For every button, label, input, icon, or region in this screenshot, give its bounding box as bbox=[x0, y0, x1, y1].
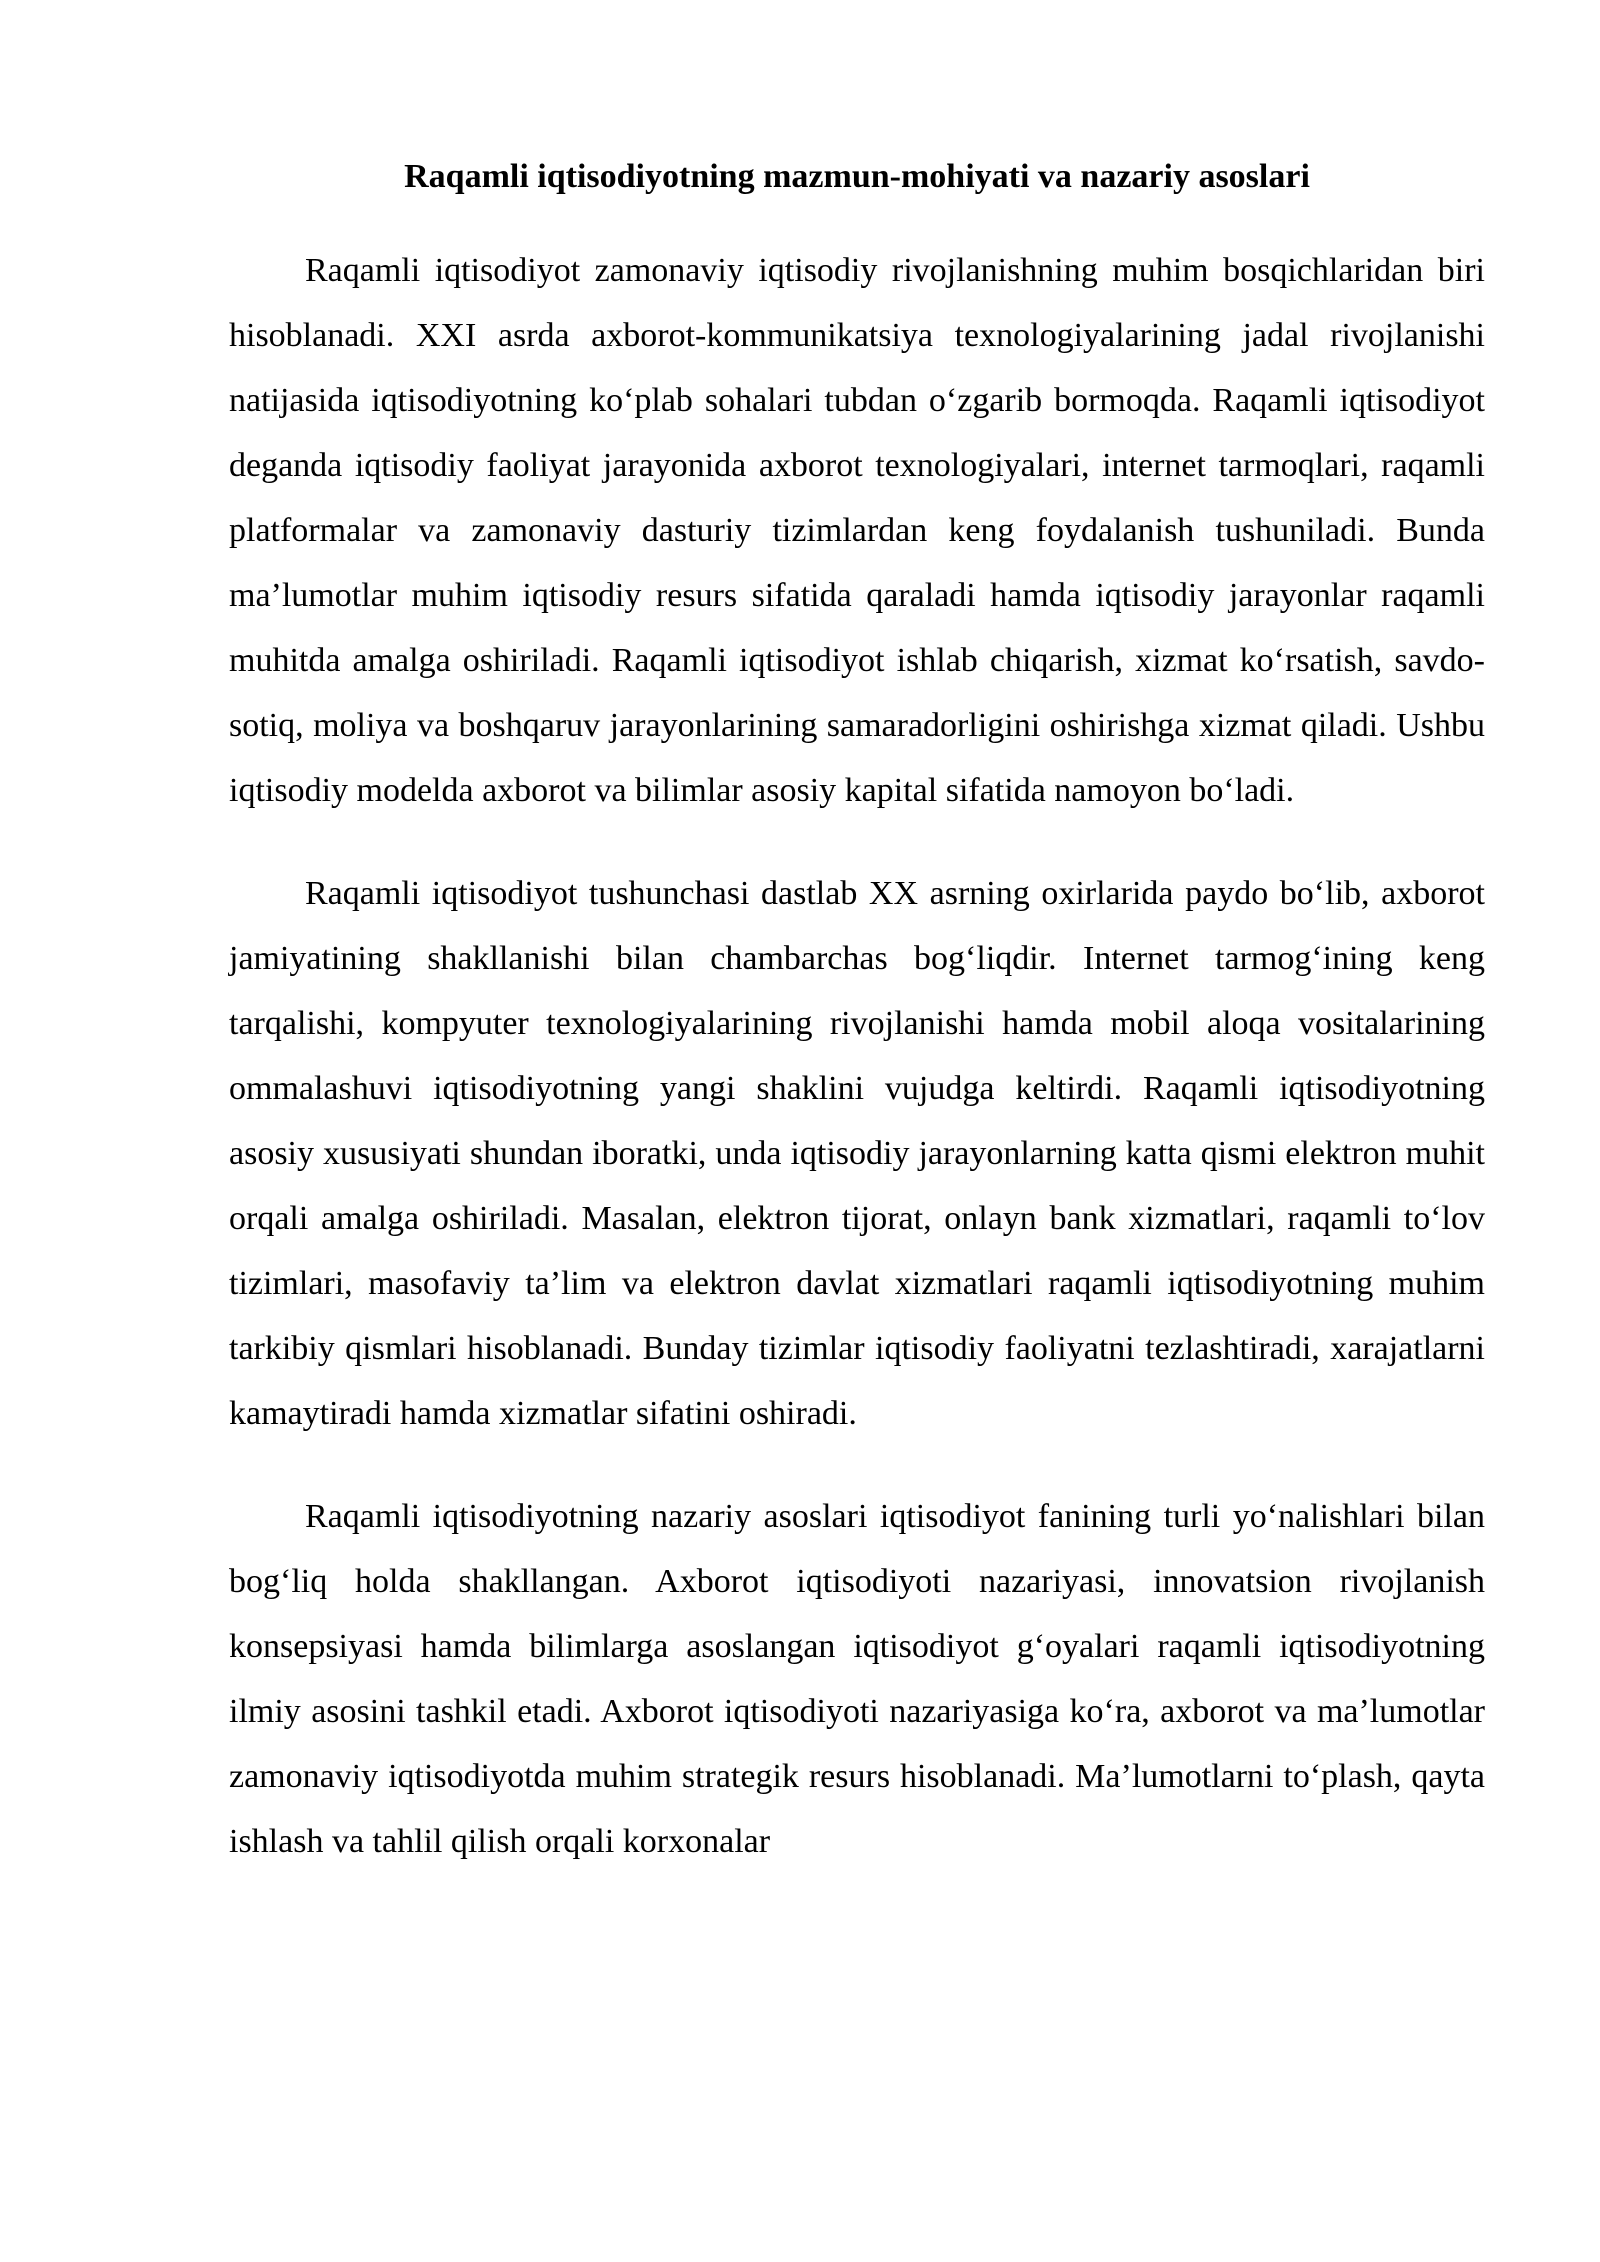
paragraph-2: Raqamli iqtisodiyot tushunchasi dastlab XX asrning oxirlarida paydo bo‘lib, axborot jamiyatining shakllanishi bilan chambarchas bog‘liqdir. Internet tarmog‘ining keng tarqalishi, kompyuter texnologiyalarining rivojlanishi hamda mobil aloqa vositalarining ommalashuvi iqtisodiyotning yangi shaklini vujudga keltirdi. Raqamli iqtisodiyotning asosiy xususiyati shundan iboratki, unda iqtisodiy jarayonlarning katta qismi elektron muhit orqali amalga oshiriladi. Masalan, elektron tijorat, onlayn bank xizmatlari, raqamli to‘lov tizimlari, masofaviy ta’lim va elektron davlat xizmatlari raqamli iqtisodiyotning muhim tarkibiy qismlari hisoblanadi. Bunday tizimlar iqtisodiy faoliyatni tezlashtiradi, xarajatlarni kamaytiradi hamda xizmatlar sifatini oshiradi. bbox=[229, 875, 1485, 1432]
paragraph-3: Raqamli iqtisodiyotning nazariy asoslari iqtisodiyot fanining turli yo‘nalishlari bilan bog‘liq holda shakllangan. Axborot iqtisodiyoti nazariyasi, innovatsion rivojlanish konsepsiyasi hamda bilimlarga asoslangan iqtisodiyot g‘oyalari raqamli iqtisodiyotning ilmiy asosini tashkil etadi. Axborot iqtisodiyoti nazariyasiga ko‘ra, axborot va ma’lumotlar zamonaviy iqtisodiyotda muhim strategik resurs hisoblanadi. Ma’lumotlarni to‘plash, qayta ishlash va tahlil qilish orqali korxonalar bbox=[229, 1498, 1485, 1860]
paragraph-1: Raqamli iqtisodiyot zamonaviy iqtisodiy rivojlanishning muhim bosqichlaridan biri hisoblanadi. XXI asrda axborot-kommunikatsiya texnologiyalarining jadal rivojlanishi natijasida iqtisodiyotning ko‘plab sohalari tubdan o‘zgarib bormoqda. Raqamli iqtisodiyot deganda iqtisodiy faoliyat jarayonida axborot texnologiyalari, internet tarmoqlari, raqamli platformalar va zamonaviy dasturiy tizimlardan keng foydalanish tushuniladi. Bunda ma’lumotlar muhim iqtisodiy resurs sifatida qaraladi hamda iqtisodiy jarayonlar raqamli muhitda amalga oshiriladi. Raqamli iqtisodiyot ishlab chiqarish, xizmat ko‘rsatish, savdo-sotiq, moliya va boshqaruv jarayonlarining samaradorligini oshirishga xizmat qiladi. Ushbu iqtisodiy modelda axborot va bilimlar asosiy kapital sifatida namoyon bo‘ladi. bbox=[229, 252, 1485, 809]
document-body bbox=[229, 150, 1485, 1912]
document-title: Raqamli iqtisodiyotning mazmun-mohiyati va nazariy asoslari bbox=[404, 158, 1310, 195]
